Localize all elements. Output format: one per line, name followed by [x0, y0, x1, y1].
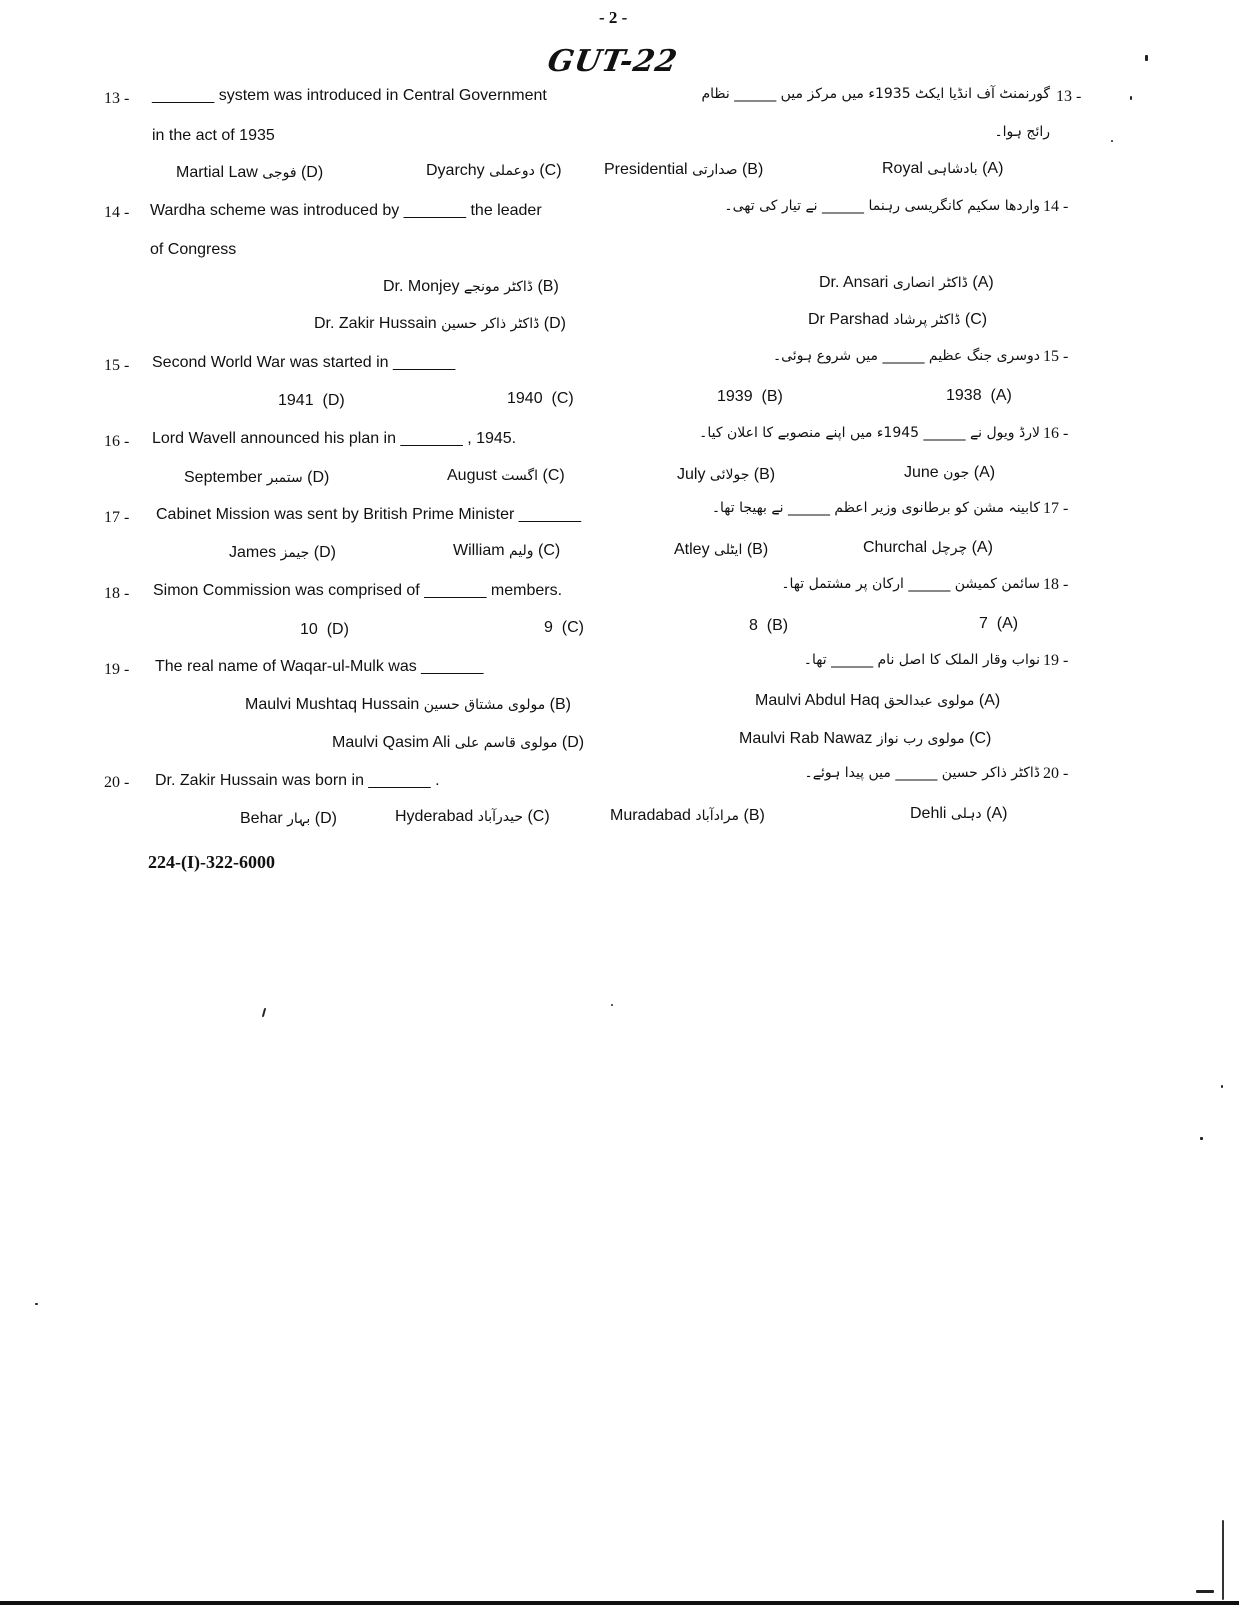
option-text: September	[184, 469, 263, 486]
option-urdu: دہلی	[950, 806, 982, 822]
option-letter: (B)	[537, 278, 559, 295]
option-text: 8	[749, 617, 758, 634]
question-number-urdu: 20 -	[1043, 765, 1069, 782]
option-letter: (D)	[543, 315, 567, 332]
question-text-urdu: دوسری جنگ عظیم ______ میں شروع ہوئی۔	[772, 348, 1040, 364]
question-number-urdu: 14 -	[1043, 198, 1069, 215]
question-number: 16 -	[104, 433, 130, 450]
option-urdu: جیمز	[280, 545, 310, 561]
question-text-english: Wardha scheme was introduced by _______ the leader	[150, 202, 542, 219]
option-c	[544, 619, 584, 637]
option-letter: (A)	[990, 387, 1012, 404]
option-text: 10	[300, 621, 318, 638]
option-text: 1938	[946, 387, 982, 404]
option-urdu: مولوی مشتاق حسین	[423, 697, 546, 713]
question-number: 14 -	[104, 204, 130, 221]
option-text: Dyarchy	[426, 162, 485, 179]
scan-speck	[611, 1004, 613, 1006]
question-number: 18 -	[104, 585, 130, 602]
option-urdu: ولیم	[509, 543, 534, 559]
option-urdu: ایٹلی	[714, 542, 743, 558]
question-number-urdu: 18 -	[1043, 576, 1069, 593]
question-text-urdu: ڈاکٹر ذاکر حسین ______ میں پیدا ہوئے۔	[804, 765, 1040, 781]
option-letter: (C)	[538, 542, 561, 559]
question-text-urdu: کابینہ مشن کو برطانوی وزیر اعظم ______ نے بھیجا تھا۔	[711, 500, 1040, 516]
option-letter: (D)	[314, 810, 337, 827]
page-number: - 2 -	[599, 8, 628, 27]
option-urdu: مرادآباد	[695, 808, 740, 824]
option-text: Dehli	[910, 805, 947, 822]
option-letter: (A)	[978, 692, 1001, 709]
option-letter: (D)	[313, 544, 336, 561]
option-urdu: چرچل	[931, 540, 968, 556]
question-text-urdu: سائمن کمیشن ______ ارکان پر مشتمل تھا۔	[781, 576, 1040, 592]
option-urdu: مولوی رب نواز	[876, 731, 965, 747]
option-letter: (A)	[982, 160, 1004, 177]
option-letter: (C)	[561, 619, 585, 636]
option-text: James	[229, 544, 277, 561]
option-letter: (B)	[549, 696, 571, 713]
option-d	[240, 810, 337, 828]
option-letter: (B)	[741, 161, 764, 178]
option-c	[453, 542, 560, 560]
option-text: 1940	[507, 390, 543, 407]
option-letter: (B)	[746, 541, 769, 558]
option-text: Maulvi Qasim Ali	[332, 734, 451, 751]
option-letter: (D)	[300, 164, 324, 181]
scan-speck	[1130, 96, 1132, 100]
question-text-urdu: گورنمنٹ آف انڈیا ایکٹ 1935ء میں مرکز میں ______ نظام	[701, 86, 1050, 102]
option-letter: (C)	[969, 730, 992, 747]
question-text-english: Lord Wavell announced his plan in _______ , 1945.	[152, 430, 517, 447]
option-text: July	[677, 466, 706, 483]
question-text-urdu: لارڈ ویول نے ______ 1945ء میں اپنے منصوبے کا اعلان کیا۔	[699, 425, 1040, 441]
option-text: Maulvi Abdul Haq	[755, 692, 880, 709]
option-b	[604, 161, 763, 179]
option-d	[300, 621, 349, 639]
paper-code: 224-(I)-322-6000	[148, 852, 275, 872]
option-urdu: اگست	[501, 468, 539, 484]
scan-speck	[1111, 140, 1113, 142]
scan-speck	[1200, 1137, 1203, 1140]
question-text-english: _______ system was introduced in Central Government	[152, 87, 547, 104]
option-letter: (D)	[322, 392, 345, 409]
option-text: William	[453, 542, 505, 559]
option-letter: (C)	[964, 311, 988, 328]
question-number: 15 -	[104, 357, 130, 374]
option-text: Maulvi Mushtaq Hussain	[245, 696, 420, 713]
option-text: 1939	[717, 388, 753, 405]
option-letter: (B)	[761, 388, 783, 405]
option-b	[610, 807, 765, 825]
option-letter: (D)	[307, 469, 330, 486]
option-text: Dr Parshad	[808, 311, 889, 328]
option-urdu: دوعملی	[489, 163, 535, 179]
option-a	[904, 464, 995, 482]
option-b	[245, 696, 571, 714]
question-text-english-cont: of Congress	[150, 241, 237, 258]
question-text-english: Simon Commission was comprised of _______ members.	[153, 582, 563, 599]
option-urdu: ڈاکٹر انصاری	[892, 275, 968, 291]
question-number-urdu: 19 -	[1043, 652, 1069, 669]
option-a	[946, 387, 1012, 405]
option-text: Muradabad	[610, 807, 691, 824]
option-text: Atley	[674, 541, 710, 558]
option-a	[882, 160, 1003, 178]
option-b	[717, 388, 783, 406]
option-letter: (D)	[561, 734, 585, 751]
option-text: Churchal	[863, 539, 928, 556]
option-a	[755, 692, 1000, 710]
scan-edge-mark	[1222, 1520, 1224, 1600]
option-d	[229, 544, 336, 562]
option-urdu: صدارتی	[692, 162, 738, 178]
option-c	[739, 730, 991, 748]
option-d	[332, 734, 584, 752]
question-text-urdu: نواب وقار الملک کا اصل نام ______ تھا۔	[803, 652, 1040, 668]
option-letter: (A)	[972, 274, 994, 291]
option-letter: (C)	[527, 808, 550, 825]
option-urdu: مولوی عبدالحق	[883, 693, 975, 709]
option-c	[395, 808, 550, 826]
question-number-urdu: 16 -	[1043, 425, 1069, 442]
option-letter: (A)	[973, 464, 996, 481]
scan-speck	[1221, 1085, 1223, 1088]
option-urdu: ڈاکٹر مونجے	[463, 279, 533, 295]
question-text-english: Cabinet Mission was sent by British Prime Minister _______	[156, 506, 582, 523]
option-b	[674, 541, 768, 559]
question-number: 19 -	[104, 661, 130, 678]
option-text: 7	[979, 615, 988, 632]
option-b	[383, 278, 559, 296]
scan-speck	[35, 1303, 38, 1305]
option-letter: (C)	[539, 162, 562, 179]
option-letter: (C)	[551, 390, 574, 407]
option-d	[176, 164, 323, 182]
option-d	[314, 315, 566, 333]
option-urdu: حیدرآباد	[477, 809, 524, 825]
option-urdu: جون	[943, 465, 970, 481]
option-letter: (A)	[986, 805, 1008, 822]
option-urdu: بادشاہی	[927, 161, 978, 177]
question-text-urdu-cont: رائج ہوا۔	[994, 124, 1050, 140]
option-c	[808, 311, 987, 329]
option-text: August	[447, 467, 497, 484]
option-a	[863, 539, 993, 557]
option-c	[426, 162, 562, 180]
option-text: Dr. Ansari	[819, 274, 889, 291]
option-c	[507, 390, 574, 408]
option-text: Dr. Zakir Hussain	[314, 315, 437, 332]
option-letter: (A)	[996, 615, 1019, 632]
option-text: 9	[544, 619, 553, 636]
option-b	[677, 466, 775, 484]
question-text-english: The real name of Waqar-ul-Mulk was _______	[155, 658, 484, 675]
option-urdu: ستمبر	[266, 470, 303, 486]
option-text: 1941	[278, 392, 314, 409]
option-c	[447, 467, 565, 485]
option-letter: (B)	[766, 617, 789, 634]
option-a	[910, 805, 1007, 823]
option-urdu: مولوی قاسم علی	[454, 735, 558, 751]
option-text: Royal	[882, 160, 923, 177]
scan-speck	[262, 1008, 266, 1017]
option-text: Presidential	[604, 161, 688, 178]
option-letter: (D)	[326, 621, 349, 638]
option-urdu: فوجی	[262, 165, 297, 181]
question-number: 13 -	[104, 90, 130, 107]
option-letter: (B)	[743, 807, 765, 824]
question-text-english: Second World War was started in _______	[152, 354, 456, 371]
option-text: Dr. Monjey	[383, 278, 460, 295]
option-a	[819, 274, 994, 292]
bottom-edge-line	[0, 1601, 1239, 1605]
option-text: Maulvi Rab Nawaz	[739, 730, 873, 747]
question-text-english-cont: in the act of 1935	[152, 127, 275, 144]
option-d	[184, 469, 329, 487]
option-letter: (A)	[971, 539, 993, 556]
question-number: 17 -	[104, 509, 130, 526]
option-text: Martial Law	[176, 164, 258, 181]
option-text: Behar	[240, 810, 283, 827]
option-text: June	[904, 464, 939, 481]
question-number-urdu: 17 -	[1043, 500, 1069, 517]
question-number-urdu: 15 -	[1043, 348, 1069, 365]
option-urdu: ڈاکٹر ذاکر حسین	[441, 316, 540, 332]
question-number-urdu: 13 -	[1056, 88, 1082, 105]
scan-speck	[1145, 55, 1148, 61]
question-number: 20 -	[104, 774, 130, 791]
option-letter: (C)	[542, 467, 565, 484]
handwritten-code: GUT-22	[544, 44, 681, 79]
option-urdu: جولائی	[709, 467, 750, 483]
option-text: Hyderabad	[395, 808, 474, 825]
option-d	[278, 392, 345, 410]
option-b	[749, 617, 788, 635]
option-urdu: بہار	[287, 811, 311, 827]
option-a	[979, 615, 1018, 633]
option-letter: (B)	[753, 466, 776, 483]
option-urdu: ڈاکٹر پرشاد	[893, 312, 961, 328]
question-text-urdu: واردھا سکیم کانگریسی رہنما ______ نے تیار کی تھی۔	[724, 198, 1040, 214]
scan-edge-mark	[1196, 1590, 1214, 1593]
question-text-english: Dr. Zakir Hussain was born in _______ .	[155, 772, 440, 789]
